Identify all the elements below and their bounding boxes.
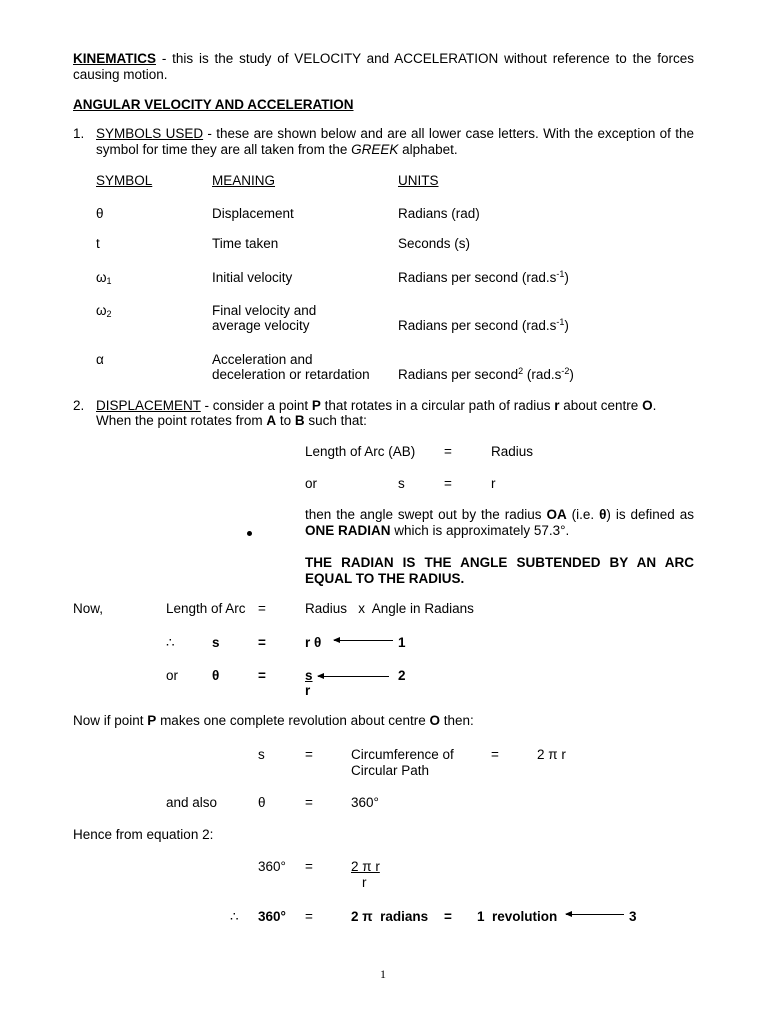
now-label: Now, — [73, 601, 104, 616]
def-text-d: which is approximately 57.3°. — [390, 523, 570, 538]
omega-glyph: ω — [96, 303, 107, 318]
also-theta: θ — [258, 795, 266, 810]
arc-r: r — [491, 476, 496, 491]
page-number: 1 — [380, 967, 386, 981]
therefore-symbol-3: ∴ — [230, 909, 239, 924]
point-a: A — [266, 413, 277, 428]
eq2-theta: θ — [212, 668, 220, 683]
meaning-deceleration: deceleration or retardation — [212, 367, 370, 382]
s2-text-3: about centre — [559, 398, 643, 413]
eq3-equals: = — [305, 909, 313, 924]
also-equals: = — [305, 795, 313, 810]
eq1-rhs: r θ — [305, 635, 322, 650]
symbol-alpha: α — [96, 352, 104, 367]
arc-or: or — [305, 476, 318, 491]
rev-text-b: makes one complete revolution about centre — [156, 713, 430, 728]
eq3-radians: 2 π radians — [351, 909, 429, 924]
units-exponent: -1 — [556, 317, 565, 327]
also-label: and also — [166, 795, 218, 810]
meaning-initial-velocity: Initial velocity — [212, 270, 293, 285]
radian-rule: THE RADIAN IS THE ANGLE SUBTENDED BY AN ARC EQUAL TO THE RADIUS. — [305, 555, 694, 586]
eq3-equals-2: = — [444, 909, 452, 924]
meaning-acceleration: Acceleration and — [212, 352, 313, 367]
frac-denominator: r — [362, 875, 367, 890]
displacement-title: DISPLACEMENT — [96, 398, 201, 413]
meaning-time: Time taken — [212, 236, 279, 251]
units-seconds: Seconds (s) — [398, 236, 471, 251]
s2-line2-end: such that: — [304, 413, 367, 428]
circ-equals-2: = — [491, 747, 499, 762]
symbol-omega-1 — [96, 270, 112, 286]
eq1-number: 1 — [398, 635, 406, 650]
arc-length-label: Length of Arc (AB) — [305, 444, 416, 459]
section-2-line-2 — [96, 413, 367, 429]
def-text-a: then the angle swept out by the radius — [305, 507, 547, 522]
now-equals: = — [258, 601, 266, 616]
meaning-displacement: Displacement — [212, 206, 294, 221]
s2-text-1: - consider a point — [200, 398, 312, 413]
section-1-paragraph — [96, 126, 694, 158]
header-units: UNITS — [398, 173, 439, 188]
eq1-arrow — [334, 640, 393, 641]
def-text-b: (i.e. — [566, 507, 600, 522]
s2-to: to — [276, 413, 295, 428]
hence-text: Hence from equation 2: — [73, 827, 214, 842]
eq1-equals: = — [258, 635, 266, 650]
circ-equals: = — [305, 747, 313, 762]
frac-lhs: 360° — [258, 859, 286, 874]
eq1-s: s — [212, 635, 220, 650]
circ-value: 2 π r — [537, 747, 566, 762]
frac-equals: = — [305, 859, 313, 874]
frac-numerator: 2 π r — [351, 859, 380, 874]
intro-text: - this is the study of VELOCITY and ACCELERATION without reference to the forces causing motion. — [73, 51, 694, 82]
radius-r: r — [554, 398, 560, 413]
units-radians: Radians (rad) — [398, 206, 480, 221]
point-p: P — [311, 398, 321, 413]
units-mid: (rad.s — [523, 367, 562, 382]
units-rad-per-second-2 — [398, 318, 569, 334]
omega-subscript: 2 — [106, 309, 112, 319]
units-rad-per-second-1 — [398, 270, 569, 286]
greek-word: GREEK — [351, 142, 399, 157]
section-1-text-end: alphabet. — [398, 142, 458, 157]
rev-text-c: then: — [440, 713, 474, 728]
units-close: ) — [569, 367, 574, 382]
therefore-symbol-1: ∴ — [166, 635, 175, 650]
meaning-final-velocity: Final velocity and — [212, 303, 317, 318]
eq2-or: or — [166, 668, 179, 683]
units-exponent: -1 — [556, 269, 565, 279]
point-b: B — [294, 413, 305, 428]
arc-equals: = — [444, 444, 452, 459]
units-text: Radians per second (rad.s — [398, 270, 557, 285]
rev-point-p: P — [147, 713, 157, 728]
rev-centre-o: O — [429, 713, 440, 728]
arc-s: s — [398, 476, 405, 491]
header-symbol: SYMBOL — [96, 173, 153, 188]
units-close: ) — [564, 318, 569, 333]
section-1-number: 1. — [73, 126, 85, 141]
eq2-equals: = — [258, 668, 266, 683]
s2-line2-text: When the point rotates from — [96, 413, 267, 428]
s2-text-4: . — [652, 398, 657, 413]
eq2-arrow — [318, 676, 389, 677]
symbol-theta: θ — [96, 206, 104, 221]
units-text: Radians per second — [398, 367, 519, 382]
one-radian: ONE RADIAN — [305, 523, 391, 538]
omega-subscript: 1 — [106, 276, 112, 286]
symbols-used-title: SYMBOLS USED — [96, 126, 204, 141]
units-text: Radians per second (rad.s — [398, 318, 557, 333]
revolution-sentence — [73, 713, 474, 729]
arc-radius: Radius — [491, 444, 534, 459]
eq2-denominator: r — [305, 683, 311, 698]
also-value: 360° — [351, 795, 379, 810]
eq3-revolution: 1 revolution — [477, 909, 558, 924]
s2-text-2: that rotates in a circular path of radius — [320, 398, 555, 413]
eq3-arrow — [566, 914, 624, 915]
kinematics-term: KINEMATICS — [73, 51, 156, 66]
arc-equals-2: = — [444, 476, 452, 491]
intro-paragraph — [73, 51, 694, 83]
circ-label-2: Circular Path — [351, 763, 430, 778]
def-text-c: ) is defined as — [606, 507, 695, 522]
symbol-omega-2 — [96, 303, 112, 319]
units-close: ) — [564, 270, 569, 285]
units-rad-per-second-squared — [398, 367, 574, 383]
meaning-average-velocity: average velocity — [212, 318, 310, 333]
centre-o: O — [642, 398, 653, 413]
centre-point-bullet — [247, 531, 252, 536]
eq3-number: 3 — [629, 909, 637, 924]
eq2-numerator: s — [305, 668, 313, 683]
symbol-t: t — [96, 236, 100, 251]
header-meaning: MEANING — [212, 173, 276, 188]
section-2-number: 2. — [73, 398, 85, 413]
eq3-lhs: 360° — [258, 909, 286, 924]
omega-glyph: ω — [96, 270, 107, 285]
section-1-text: - these are shown below and are all lower case letters. With the exception of the symbol for time they are all taken from the — [96, 126, 694, 157]
rev-text-a: Now if point — [73, 713, 148, 728]
circ-label-1: Circumference of — [351, 747, 454, 762]
section-heading: ANGULAR VELOCITY AND ACCELERATION — [73, 97, 354, 112]
units-exponent-b: -2 — [561, 366, 570, 376]
def-theta: θ — [599, 507, 607, 522]
units-exponent-a: 2 — [518, 366, 524, 376]
now-rhs: Radius x Angle in Radians — [305, 601, 474, 616]
now-arc-label: Length of Arc — [166, 601, 246, 616]
circ-s: s — [258, 747, 265, 762]
radian-definition — [305, 507, 694, 539]
radius-oa: OA — [546, 507, 567, 522]
section-2-line-1 — [96, 398, 656, 414]
eq2-number: 2 — [398, 668, 406, 683]
